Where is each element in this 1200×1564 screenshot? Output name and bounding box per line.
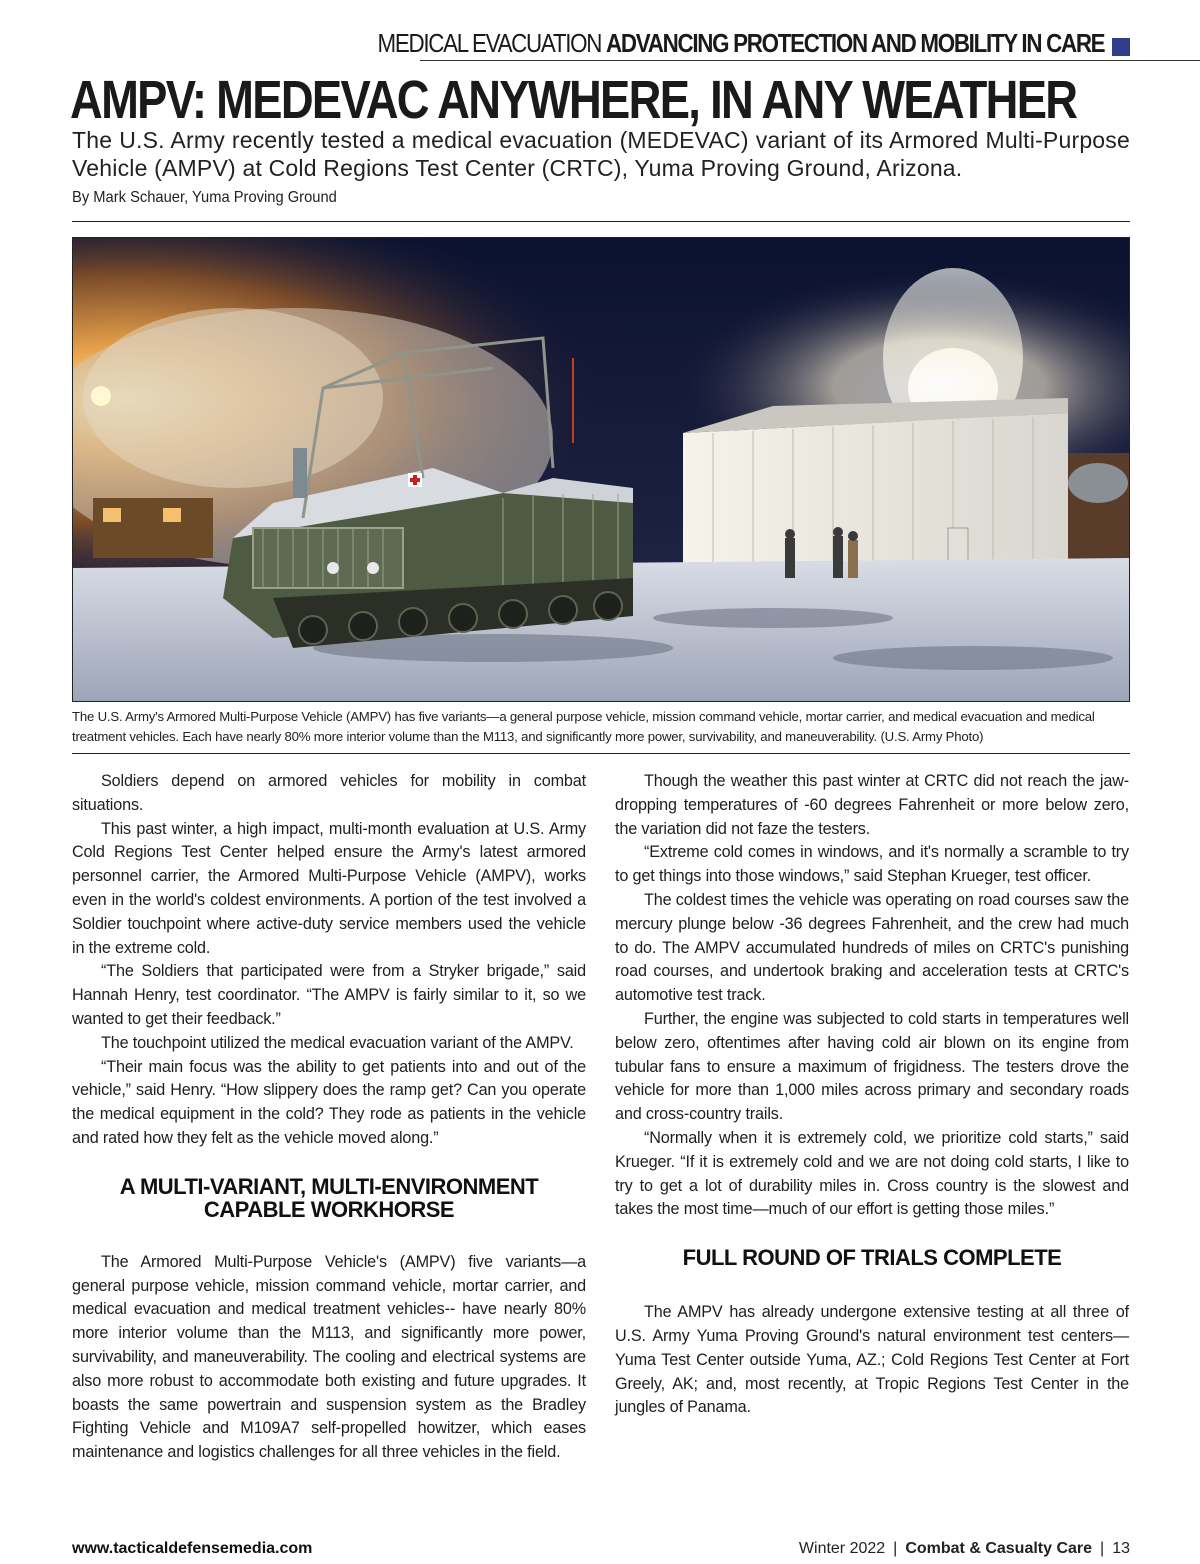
- body-paragraph: “Extreme cold comes in windows, and it's normally a scramble to try to get things into those windows,” said Stephan Krueger, test officer.: [615, 843, 1129, 886]
- body-paragraph: This past winter, a high impact, multi-month evaluation at U.S. Army Cold Regions Test Center helped ensure the Army's latest armored personnel carrier, the Armored Multi-Purpose Vehicle (AMPV), works even in the world's coldest environments. A portion of the test involved a Soldier touchpoint where active-duty service members used the vehicle in the extreme cold.: [72, 819, 586, 957]
- body-paragraph: The coldest times the vehicle was operating on road courses saw the mercury plunge below -36 degrees Fahrenheit, and the crew had much to do. The AMPV accumulated hundreds of miles on CRTC's punishing road courses, and undertook braking and acceleration tests at CRTC's automotive test track.: [615, 890, 1129, 1005]
- body-paragraph: Soldiers depend on armored vehicles for mobility in combat situations.: [72, 772, 586, 814]
- body-paragraph: The Armored Multi-Purpose Vehicle's (AMPV) five variants—a general purpose vehicle, mission command vehicle, mortar carrier, and medical evacuation and medical treatment vehicles-- have nearly 80% more interior volume than the M113, and significantly more power, survivability, and maneuverability. The cooling and electrical systems are also more robust to accommodate both existing and future upgrades. It boasts the same powertrain and suspension system as the Bradley Fighting Vehicle and M109A7 self-propelled howitzer, which eases maintenance and logistics challenges for all three vehicles in the field.: [72, 1252, 586, 1462]
- body-paragraph: “Normally when it is extremely cold, we prioritize cold starts,” said Krueger. “If it is extremely cold and we are not doing cold starts, I like to try to get a lot of durability miles in. Cross country is the slowest and takes the most time—much of our effort is getting those miles.”: [615, 1128, 1129, 1219]
- footer-issue-info: Winter 2022 | Combat & Casualty Care | 13: [798, 1540, 1130, 1557]
- section-subhead: FULL ROUND OF TRIALS COMPLETE: [682, 1245, 1062, 1271]
- article-byline: By Mark Schauer, Yuma Proving Ground: [72, 189, 337, 206]
- page-footer: [72, 1540, 1130, 1564]
- section-label: MEDICAL EVACUATION: [377, 28, 602, 58]
- body-paragraph: Further, the engine was subjected to cold starts in temperatures well below zero, oftentimes after having cold air blown on its engine from tubular fans to ensure a maximum of frigidness. The testers drove the vehicle for more than 1,000 miles across primary and secondary roads and cross-country trails.: [615, 1009, 1129, 1124]
- issue-date: Winter 2022: [798, 1540, 886, 1557]
- body-paragraph: The AMPV has already undergone extensive testing at all three of U.S. Army Yuma Proving Ground's natural environment test centers—Yuma Test Center outside Yuma, AZ.; Cold Regions Test Center at Fort Greely, AK; and, most recently, at Tropic Regions Test Center in the jungles of Panama.: [615, 1303, 1129, 1417]
- body-paragraph: “Their main focus was the ability to get patients into and out of the vehicle,” said Henry. “How slippery does the ramp get? Can you operate the medical equipment in the cold? They rode as patients in the vehicle and rated how they felt as the vehicle moved along.”: [72, 1057, 586, 1147]
- website-link[interactable]: www.tacticaldefensemedia.com: [72, 1540, 313, 1557]
- left-column: [72, 770, 586, 1465]
- ampv-snow-night-photo: [73, 238, 1129, 701]
- article-headline: AMPV: MEDEVAC ANYWHERE, IN ANY WEATHER: [70, 70, 1077, 130]
- article-photo: [72, 237, 1130, 702]
- right-column: [615, 770, 1129, 1420]
- body-paragraph: The touchpoint utilized the medical evacuation variant of the AMPV.: [101, 1033, 574, 1052]
- body-paragraph: Though the weather this past winter at CRTC did not reach the jaw-dropping temperatures of -60 degrees Fahrenheit or more below zero, the variation did not faze the testers.: [615, 772, 1129, 838]
- page-number: 13: [1112, 1540, 1130, 1557]
- header-divider: [420, 60, 1200, 61]
- section-subhead: A MULTI-VARIANT, MULTI-ENVIRONMENT CAPABLE WORKHORSE: [119, 1173, 539, 1222]
- byline-divider: [72, 221, 1130, 222]
- section-header: [377, 28, 1130, 59]
- photo-caption: The U.S. Army's Armored Multi-Purpose Vehicle (AMPV) has five variants—a general purpose vehicle, mission command vehicle, mortar carrier, and medical evacuation and medical treatment vehicles. Each have nearly 80% more interior volume than the M113, and significantly more power, survivability, and maneuverability. (U.S. Army Photo): [72, 709, 1095, 744]
- article-deck: The U.S. Army recently tested a medical evacuation (MEDEVAC) variant of its Armored Multi-Purpose Vehicle (AMPV) at Cold Regions Test Center (CRTC), Yuma Proving Ground, Arizona.: [72, 127, 1130, 181]
- section-marker-square: [1112, 38, 1130, 56]
- body-paragraph: “The Soldiers that participated were from a Stryker brigade,” said Hannah Henry, test coordinator. “The AMPV is fairly similar to it, so we wanted to get their feedback.”: [72, 962, 586, 1028]
- caption-divider: [72, 753, 1130, 754]
- magazine-title: Combat & Casualty Care: [905, 1540, 1093, 1557]
- section-title: ADVANCING PROTECTION AND MOBILITY IN CARE: [605, 28, 1105, 58]
